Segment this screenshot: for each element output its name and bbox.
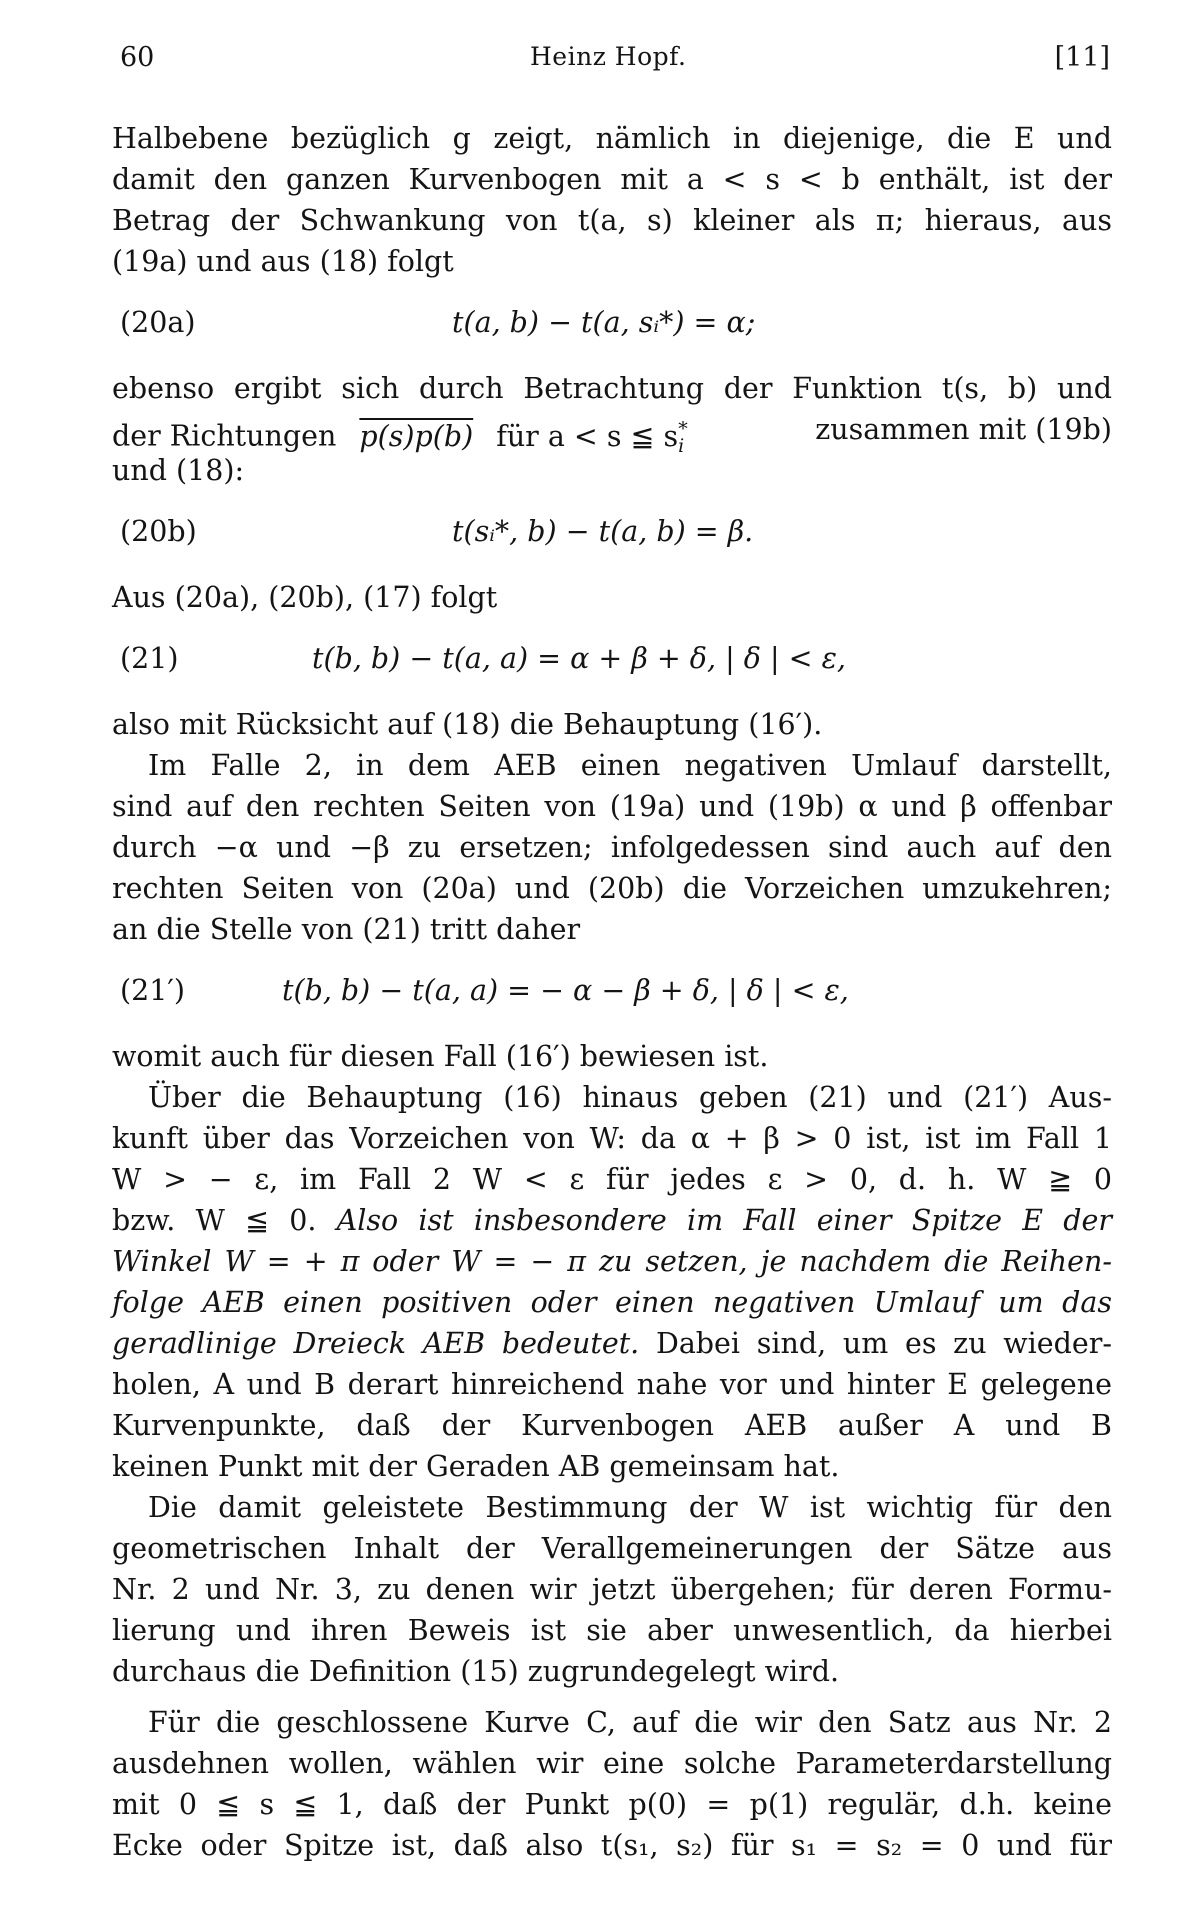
equation-label: (21) bbox=[120, 642, 179, 675]
text-line-directions: der Richtungen p(s)p(b) für a < s ≦ $s_i^*$ zusammen mit (19b) bbox=[112, 409, 1112, 450]
equation-expression: t(a, b) − t(a, sᵢ*) = α; bbox=[452, 306, 756, 339]
text-line: kunft über das Vorzeichen von W: da α + β > 0 ist, ist im Fall 1 bbox=[112, 1122, 1112, 1155]
section-number: [11] bbox=[1054, 42, 1110, 73]
text-line-italic: Winkel W = + π oder W = − π zu setzen, je nachdem die Reihen- bbox=[112, 1245, 1112, 1278]
text-line: Ecke oder Spitze ist, daß also t(s₁, s₂) für s₁ = s₂ = 0 und für bbox=[112, 1829, 1112, 1862]
text-line: ausdehnen wollen, wählen wir eine solche Parameterdarstellung bbox=[112, 1747, 1112, 1780]
text-fragment: bzw. W ≦ 0. bbox=[112, 1204, 317, 1237]
equation-20a bbox=[112, 294, 1112, 352]
equation-21 bbox=[112, 630, 1112, 688]
text-line-italic: folge AEB einen positiven oder einen negativen Umlauf um das bbox=[112, 1286, 1112, 1319]
italic-fragment: geradlinige Dreieck AEB bedeutet. bbox=[112, 1327, 640, 1360]
page-header bbox=[120, 42, 1110, 82]
text-fragment: Dabei sind, um es zu wieder- bbox=[655, 1327, 1113, 1360]
text-line: keinen Punkt mit der Geraden AB gemeinsam hat. bbox=[112, 1450, 840, 1483]
italic-fragment: Also ist insbesondere im Fall einer Spitze E der bbox=[336, 1204, 1112, 1237]
page-number: 60 bbox=[120, 42, 155, 73]
text-line: an die Stelle von (21) tritt daher bbox=[112, 913, 581, 946]
vector-expression: p(s)p(b) bbox=[359, 419, 474, 453]
text-line: lierung und ihren Beweis ist sie aber unwesentlich, da hierbei bbox=[112, 1614, 1112, 1647]
text-line: Nr. 2 und Nr. 3, zu denen wir jetzt übergehen; für deren Formu- bbox=[112, 1573, 1112, 1606]
equation-expression: t(b, b) − t(a, a) = α + β + δ, | δ | < ε, bbox=[312, 642, 846, 675]
text-line: Kurvenpunkte, daß der Kurvenbogen AEB außer A und B bbox=[112, 1409, 1112, 1442]
text-line-mixed bbox=[112, 1200, 1112, 1241]
page-body bbox=[112, 118, 1112, 1866]
text-line: (19a) und aus (18) folgt bbox=[112, 245, 454, 278]
text-line: rechten Seiten von (20a) und (20b) die Vorzeichen umzukehren; bbox=[112, 872, 1112, 905]
text-line: also mit Rücksicht auf (18) die Behauptung (16′). bbox=[112, 708, 823, 741]
running-author: Heinz Hopf. bbox=[530, 42, 687, 71]
text-line: Über die Behauptung (16) hinaus geben (21) und (21′) Aus- bbox=[148, 1081, 1112, 1114]
text-fragment: zusammen mit (19b) bbox=[815, 413, 1112, 446]
text-line: Halbebene bezüglich g zeigt, nämlich in diejenige, die E und bbox=[112, 122, 1112, 155]
text-line: Für die geschlossene Kurve C, auf die wir den Satz aus Nr. 2 bbox=[148, 1706, 1112, 1739]
text-fragment: für a < s ≦ s bbox=[496, 419, 679, 453]
text-line: sind auf den rechten Seiten von (19a) und (19b) α und β offenbar bbox=[112, 790, 1112, 823]
text-line: womit auch für diesen Fall (16′) bewiesen ist. bbox=[112, 1040, 769, 1073]
text-line: W > − ε, im Fall 2 W < ε für jedes ε > 0, d. h. W ≧ 0 bbox=[112, 1163, 1112, 1196]
text-line: Aus (20a), (20b), (17) folgt bbox=[112, 581, 498, 614]
text-line-mixed bbox=[112, 1323, 1112, 1364]
text-line: Im Falle 2, in dem AEB einen negativen Umlauf darstellt, bbox=[148, 749, 1112, 782]
text-line: ebenso ergibt sich durch Betrachtung der Funktion t(s, b) und bbox=[112, 372, 1112, 405]
text-line: und (18): bbox=[112, 454, 245, 487]
equation-21-prime bbox=[112, 962, 1112, 1020]
text-line: Betrag der Schwankung von t(a, s) kleiner als π; hieraus, aus bbox=[112, 204, 1112, 237]
text-line: mit 0 ≦ s ≦ 1, daß der Punkt p(0) = p(1) regulär, d.h. keine bbox=[112, 1788, 1112, 1821]
equation-20b bbox=[112, 503, 1112, 561]
equation-label: (20a) bbox=[120, 306, 196, 339]
text-line: durch −α und −β zu ersetzen; infolgedessen sind auch auf den bbox=[112, 831, 1112, 864]
text-line: durchaus die Definition (15) zugrundegelegt wird. bbox=[112, 1655, 840, 1688]
equation-expression: t(sᵢ*, b) − t(a, b) = β. bbox=[452, 515, 754, 548]
text-fragment: der Richtungen bbox=[112, 419, 337, 453]
equation-expression: t(b, b) − t(a, a) = − α − β + δ, | δ | < ε, bbox=[282, 974, 849, 1007]
text-line: holen, A und B derart hinreichend nahe vor und hinter E gelegene bbox=[112, 1368, 1112, 1401]
equation-label: (21′) bbox=[120, 974, 185, 1007]
text-line: Die damit geleistete Bestimmung der W ist wichtig für den bbox=[148, 1491, 1112, 1524]
text-line: geometrischen Inhalt der Verallgemeinerungen der Sätze aus bbox=[112, 1532, 1112, 1565]
equation-label: (20b) bbox=[120, 515, 197, 548]
text-line: damit den ganzen Kurvenbogen mit a < s < b enthält, ist der bbox=[112, 163, 1112, 196]
